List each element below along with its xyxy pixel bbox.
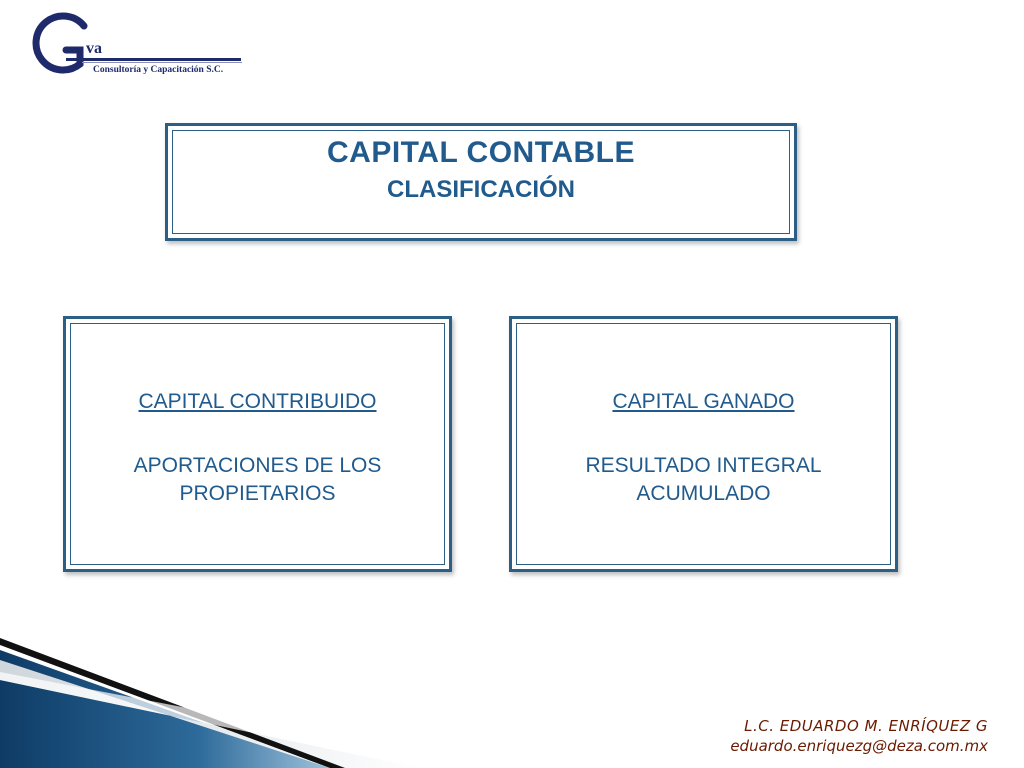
card-body: RESULTADO INTEGRAL ACUMULADO bbox=[585, 454, 822, 505]
card-inner-frame bbox=[70, 323, 445, 565]
card-inner-frame bbox=[516, 323, 891, 565]
card-heading: CAPITAL CONTRIBUIDO bbox=[138, 390, 377, 413]
author-credit bbox=[730, 716, 988, 756]
logo-company-name: Consultoría y Capacitación S.C. bbox=[93, 65, 224, 75]
card-capital-ganado bbox=[509, 316, 898, 572]
card-heading: CAPITAL GANADO bbox=[612, 390, 795, 413]
author-name: L.C. EDUARDO M. ENRÍQUEZ G bbox=[744, 717, 988, 735]
author-email: eduardo.enriquezg@deza.com.mx bbox=[730, 737, 988, 755]
page-subtitle: CLASIFICACIÓN bbox=[387, 176, 575, 203]
card-body: APORTACIONES DE LOS PROPIETARIOS bbox=[133, 454, 382, 505]
card-capital-contribuido bbox=[63, 316, 452, 572]
logo-letters: va bbox=[86, 40, 102, 57]
page-title: CAPITAL CONTABLE bbox=[327, 136, 635, 169]
company-logo bbox=[22, 12, 252, 82]
title-box bbox=[165, 123, 797, 241]
